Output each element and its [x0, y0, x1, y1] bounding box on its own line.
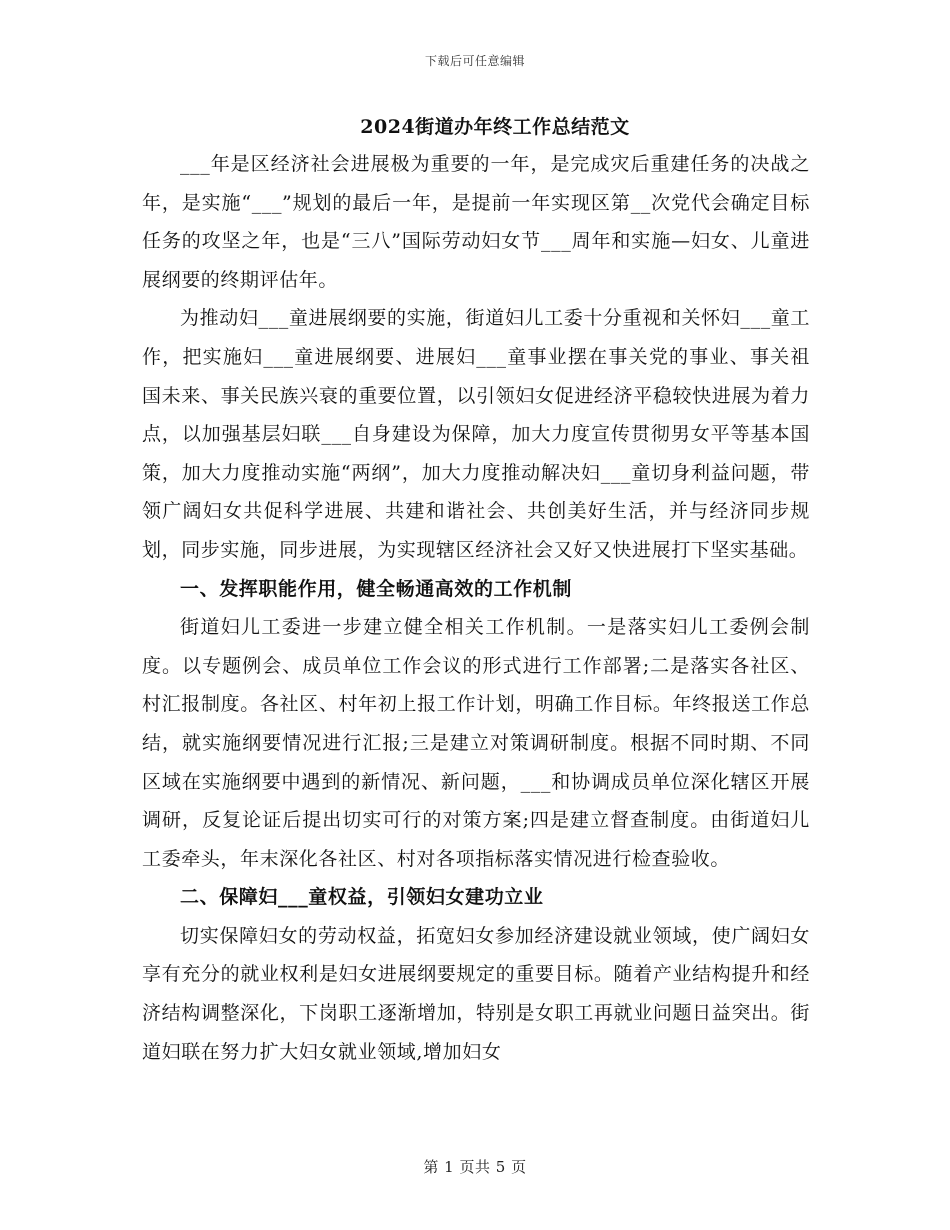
paragraph: 街道妇儿工委进一步建立健全相关工作机制。一是落实妇儿工委例会制度。以专题例会、成员单位工作会议的形式进行工作部署;二是落实各社区、村汇报制度。各社区、村年初上报工作计划，明确工作目标。年终报送工作总结，就实施纲要情况进行汇报;三是建立对策调研制度。根据不同时期、不同区域在实施纲要中遇到的新情况、新问题，___和协调成员单位深化辖区开展调研，反复论证后提出切实可行的对策方案;四是建立督查制度。由街道妇儿工委牵头，年末深化各社区、村对各项指标落实情况进行检查验收。	[142, 616, 810, 870]
document-body	[142, 145, 810, 1071]
section-heading: 一、发挥职能作用，健全畅通高效的工作机制	[180, 577, 573, 600]
paragraph: 为推动妇___童进展纲要的实施，街道妇儿工委十分重视和关怀妇___童工作，把实施妇___童进展纲要、进展妇___童事业摆在事关党的事业、事关祖国未来、事关民族兴衰的重要位置，以引领妇女促进经济平稳较快进展为着力点，以加强基层妇联___自身建设为保障，加大力度宣传贯彻男女平等基本国策，加大力度推动实施“两纲”，加大力度推动解决妇___童切身利益问题，带领广阔妇女共促科学进展、共建和谐社会、共创美好生活，并与经济同步规划，同步实施，同步进展，为实现辖区经济社会又好又快进展打下坚实基础。	[142, 307, 810, 561]
header-note: 下载后可任意编辑	[424, 54, 525, 68]
document-title: 2024街道办年终工作总结范文	[360, 116, 630, 138]
section-heading: 二、保障妇___童权益，引领妇女建功立业	[180, 886, 544, 909]
page-indicator: 第 1 页共 5 页	[423, 1158, 527, 1176]
paragraph: ___年是区经济社会进展极为重要的一年，是完成灾后重建任务的决战之年，是实施“___”规划的最后一年，是提前一年实现区第__次党代会确定目标任务的攻坚之年，也是“三八”国际劳动妇女节___周年和实施—妇女、儿童进展纲要的终期评估年。	[142, 153, 810, 291]
paragraph: 切实保障妇女的劳动权益，拓宽妇女参加经济建设就业领域，使广阔妇女享有充分的就业权利是妇女进展纲要规定的重要目标。随着产业结构提升和经济结构调整深化，下岗职工逐渐增加，特别是女职工再就业问题日益突出。街道妇联在努力扩大妇女就业领域,增加妇女	[142, 924, 810, 1063]
